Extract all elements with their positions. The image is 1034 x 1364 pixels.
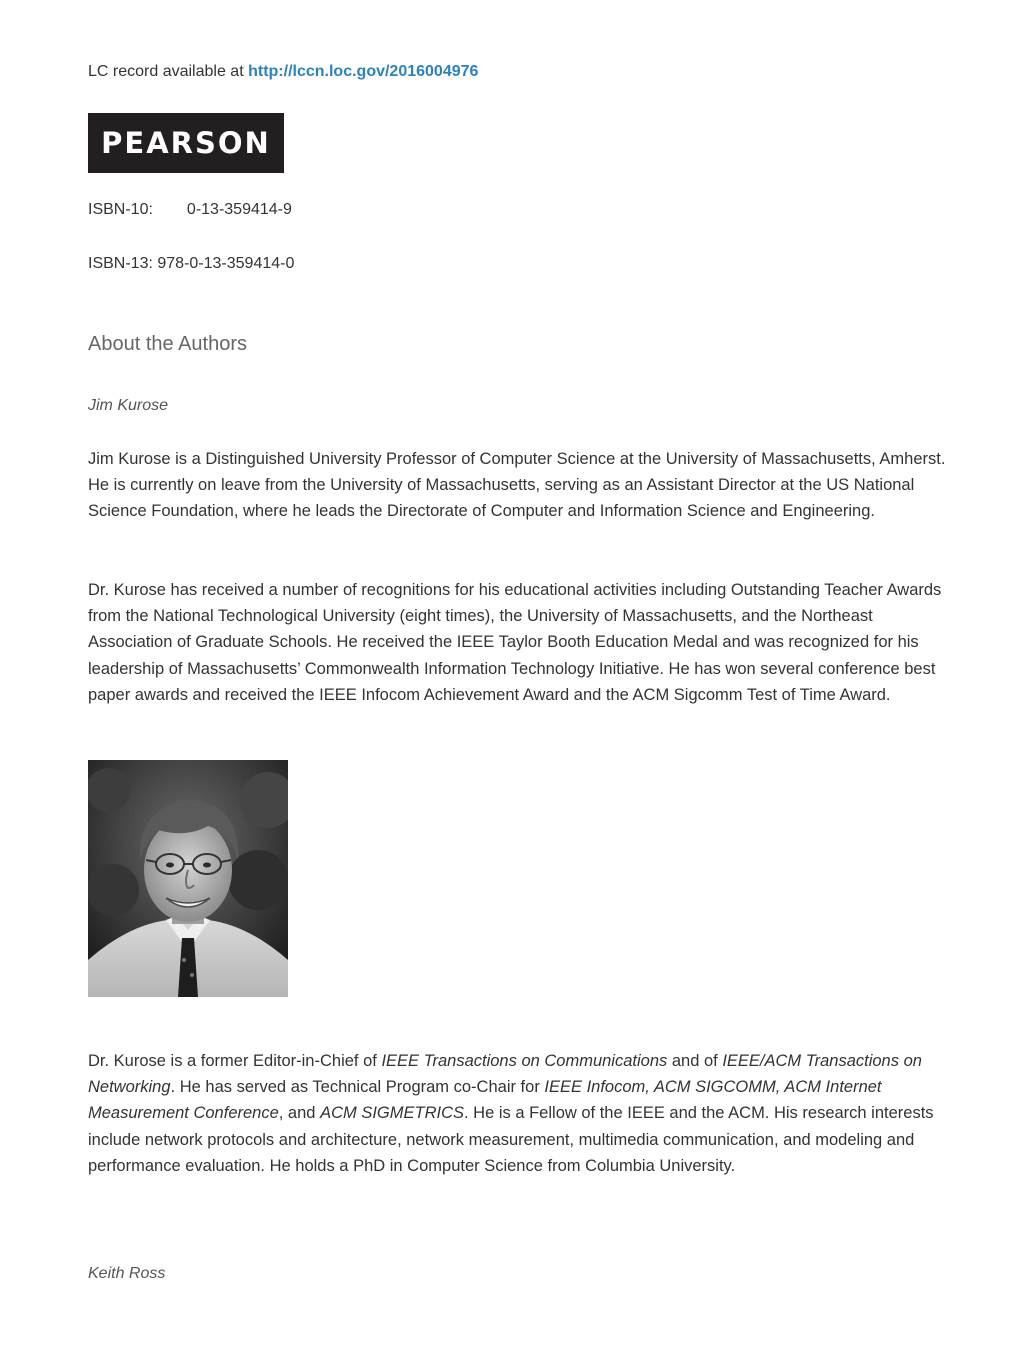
p3-text-4: , and [278, 1104, 321, 1123]
isbn13-value: 978-0-13-359414-0 [157, 255, 295, 272]
p3-text-1: Dr. Kurose is a former Editor-in-Chief of [88, 1052, 382, 1070]
isbn10-line [88, 201, 292, 219]
lc-record-line [88, 63, 478, 81]
section-heading: About the Authors [88, 333, 248, 355]
isbn10-value: 0-13-359414-9 [186, 201, 292, 218]
isbn13-line [88, 255, 294, 273]
kurose-bio-paragraph-3 [88, 1048, 958, 1179]
p3-italic-journal-1: IEEE Transactions on Communications [381, 1052, 668, 1070]
kurose-bio-paragraph-2: Dr. Kurose has received a number of recognitions for his educational activities including Outstanding Teacher Awards from the National Technological University (eight times), the University of Massachusetts, and the Northeast Association of Graduate Schools. He received the IEEE Taylor Booth Education Medal and was recognized for his leadership of Massachusetts’ Commonwealth Information Technology Initiative. He has won several conference best paper awards and received the IEEE Infocom Achievement Award and the ACM Sigcomm Test of Time Award. [88, 581, 942, 704]
pearson-logo [88, 113, 284, 173]
p3-text-3: . He has served as Technical Program co-Chair for [170, 1078, 545, 1097]
p3-italic-journal-2: IEEE/ACM Transactions on Networking [88, 1052, 922, 1097]
author-photo-kurose [88, 760, 288, 997]
p3-italic-conferences: IEEE Infocom, ACM SIGCOMM, ACM Internet Measurement Conference [88, 1078, 882, 1123]
p3-italic-sigmetrics: ACM SIGMETRICS [320, 1104, 464, 1123]
kurose-bio-paragraph-1: Jim Kurose is a Distinguished University Professor of Computer Science at the University of Massachusetts, Amherst. He is currently on leave from the University of Massachusetts, serving as an Assistant Director at the US National Science Foundation, where he leads the Directorate of Computer and Information Science and Engineering. [88, 450, 946, 521]
author-name-kurose: Jim Kurose [88, 397, 169, 414]
pearson-logo-text: PEARSON [101, 126, 271, 160]
author-name-ross: Keith Ross [88, 1265, 166, 1282]
p3-text-2: and of [667, 1052, 723, 1070]
isbn10-label: ISBN-10: [88, 201, 153, 218]
p3-text-5: . He is a Fellow of the IEEE and the ACM. His research interests include network protocols and architecture, network measurement, multimedia communication, and modeling and performance evaluation. He holds a PhD in Computer Science from Columbia University. [88, 1104, 934, 1175]
isbn13-label: ISBN-13: [88, 255, 153, 272]
pearson-logo-wordmark [88, 113, 284, 173]
lc-record-link[interactable]: http://lccn.loc.gov/2016004976 [248, 63, 479, 80]
lc-record-prefix: LC record available at [88, 63, 249, 80]
author-portrait-icon [88, 760, 288, 997]
